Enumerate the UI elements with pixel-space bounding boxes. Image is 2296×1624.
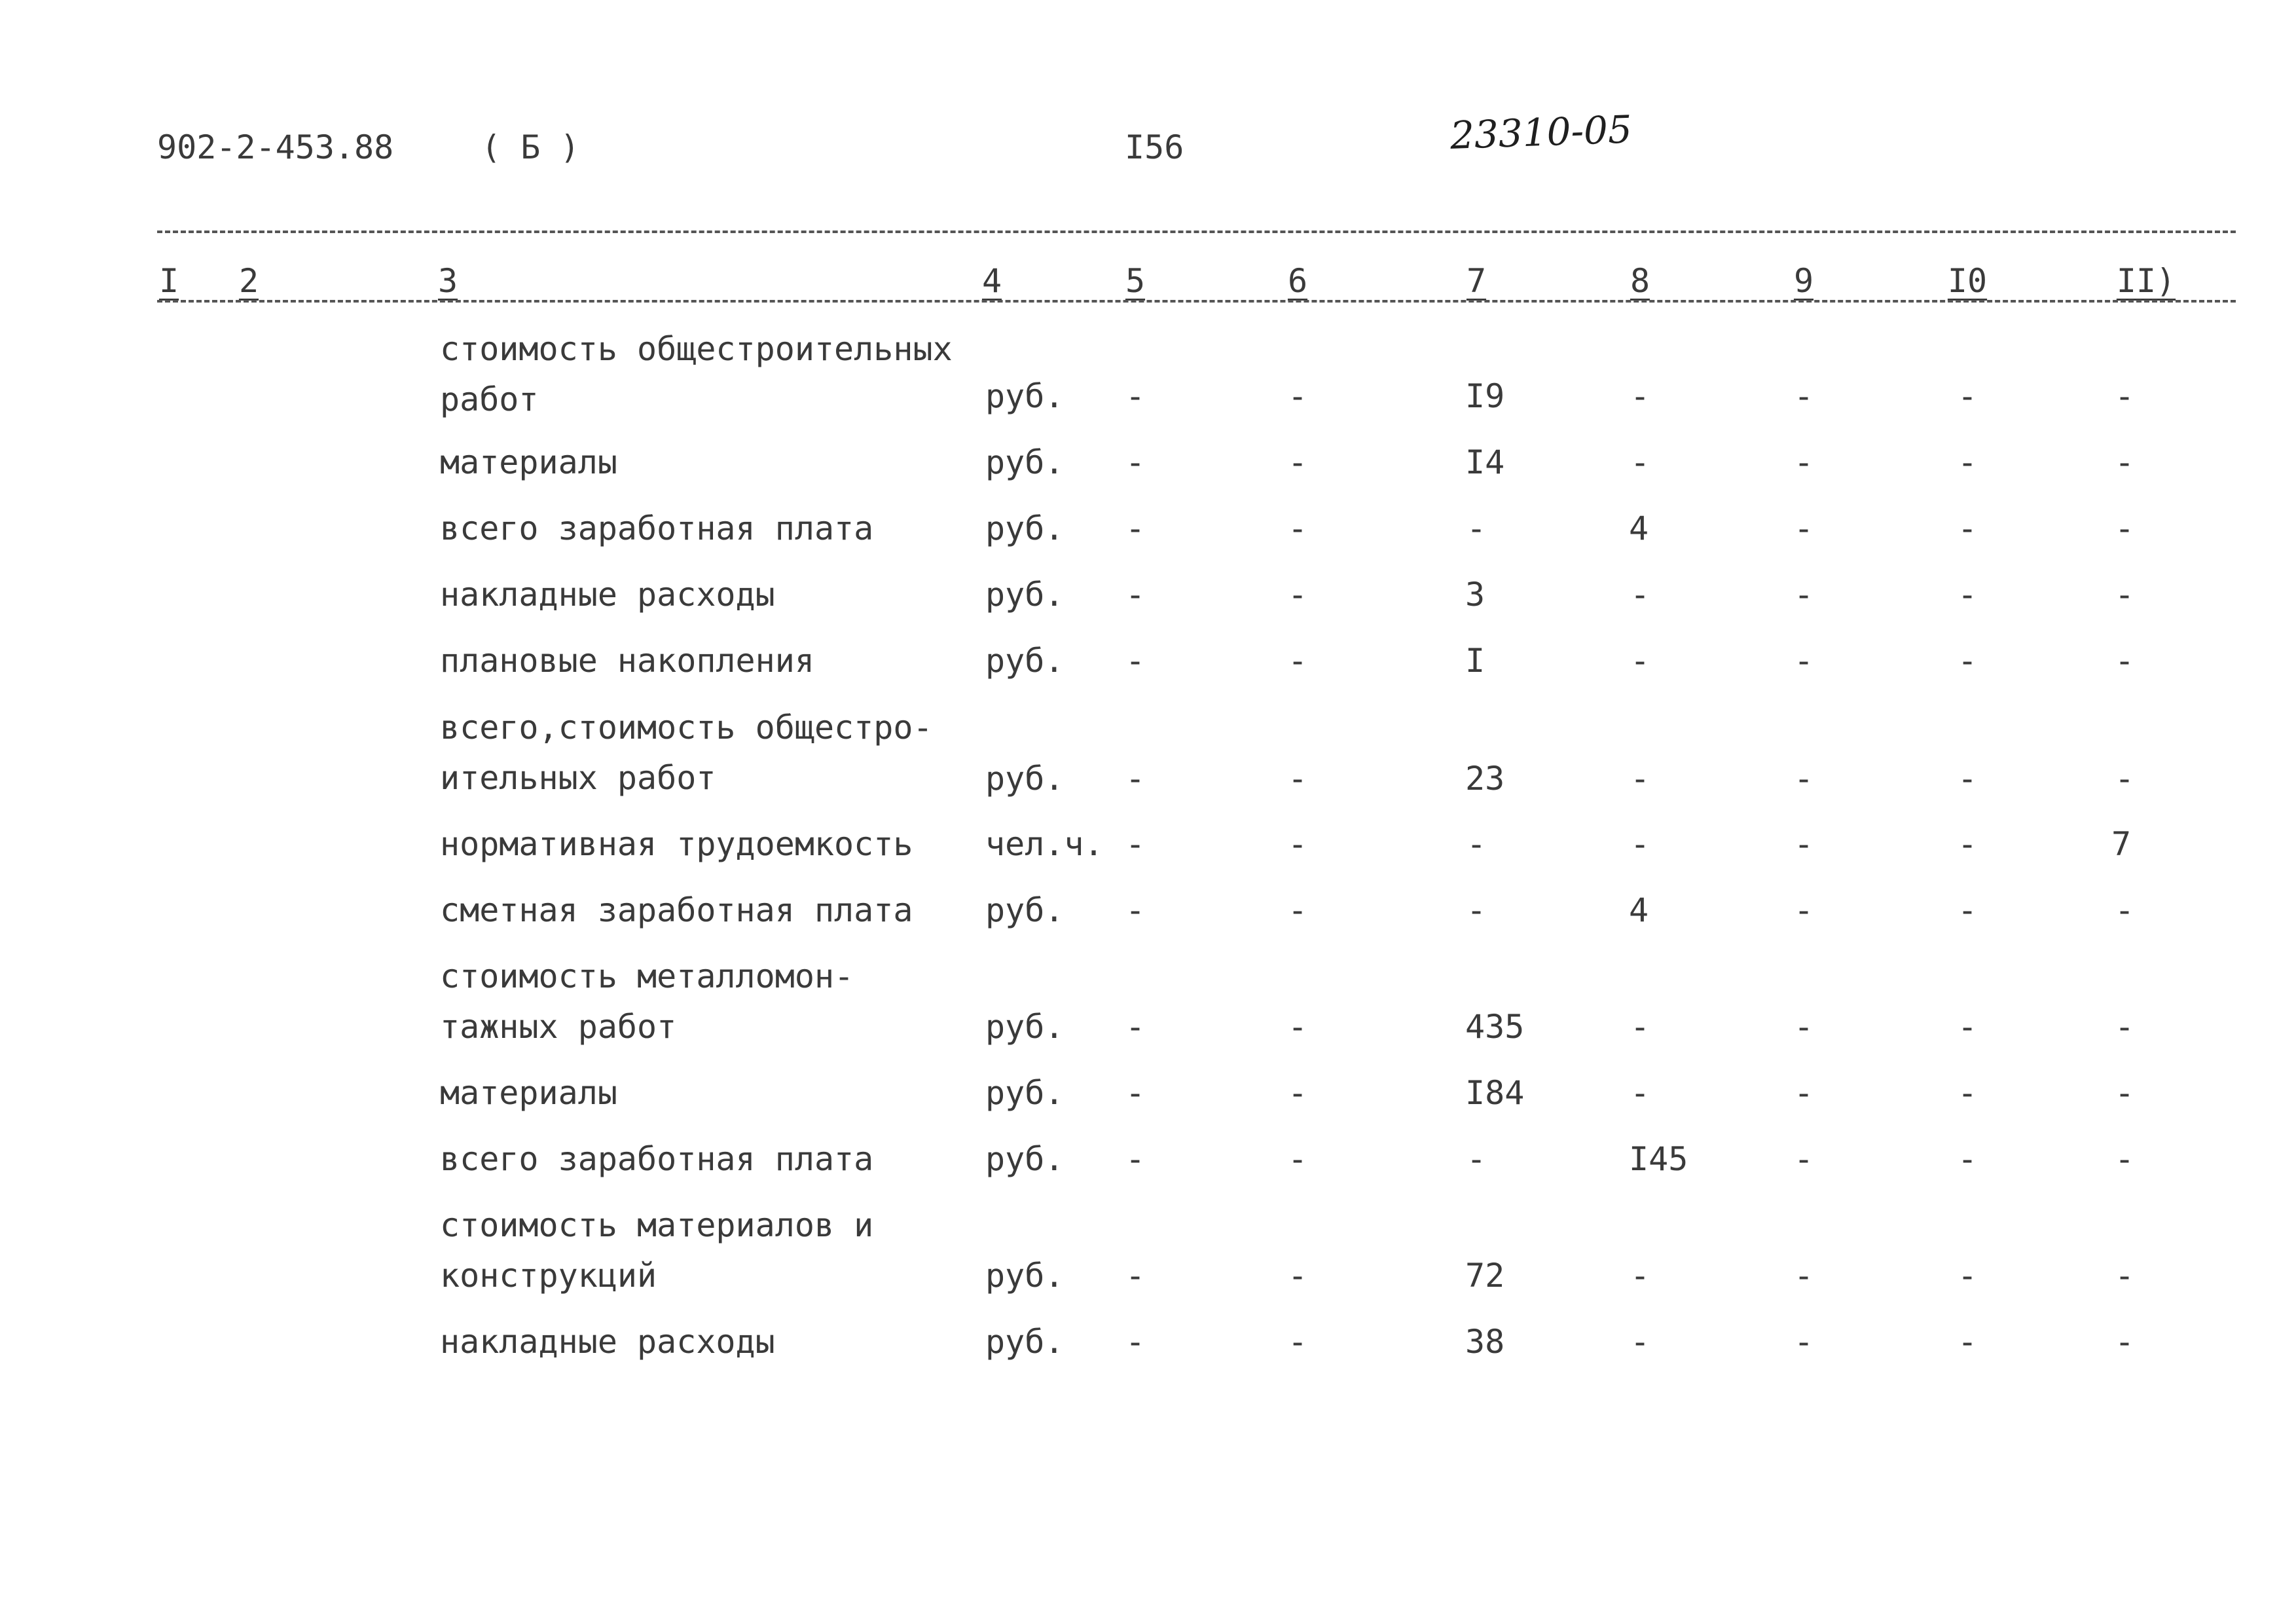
row-2-name-line-1: материалы [440, 443, 617, 481]
row-10-name-line-1: материалы [440, 1074, 617, 1112]
row-8-col-9: - [1793, 891, 1814, 929]
row-11-col-11: - [2114, 1140, 2135, 1178]
row-12-col-7: 72 [1465, 1257, 1505, 1295]
column-number-2: 2 [238, 262, 259, 300]
row-13-col-11: - [2114, 1323, 2135, 1361]
row-13-col-9: - [1793, 1323, 1814, 1361]
row-12-name-line-1: стоимость материалов и [440, 1206, 874, 1244]
row-4-col-5: - [1125, 576, 1146, 614]
row-11-col-10: - [1957, 1140, 1978, 1178]
row-3-col-10: - [1957, 509, 1978, 547]
row-13-col-10: - [1957, 1323, 1978, 1361]
row-9-col-6: - [1287, 1008, 1308, 1046]
row-7-col-9: - [1793, 825, 1814, 863]
row-10-col-5: - [1125, 1074, 1146, 1112]
row-5-col-7: I [1465, 642, 1485, 680]
top-dashed-rule [157, 231, 2236, 233]
row-4-unit: руб. [985, 576, 1065, 614]
row-6-col-7: 23 [1465, 760, 1505, 798]
row-9-name-line-2: тажных работ [440, 1008, 677, 1046]
column-number-5: 5 [1125, 262, 1146, 300]
row-10-col-7: I84 [1465, 1074, 1525, 1112]
row-8-col-11: - [2114, 891, 2135, 929]
column-number-1: I [158, 262, 179, 300]
row-13-unit: руб. [985, 1323, 1065, 1361]
row-5-col-6: - [1287, 642, 1308, 680]
row-11-col-7: - [1466, 1140, 1487, 1178]
row-10-col-8: - [1630, 1074, 1650, 1112]
row-9-col-7: 435 [1465, 1008, 1525, 1046]
row-10-unit: руб. [985, 1074, 1065, 1112]
row-9-col-11: - [2114, 1008, 2135, 1046]
column-number-10: I0 [1947, 262, 1988, 300]
row-1-col-10: - [1957, 377, 1978, 415]
row-7-name-line-1: нормативная трудоемкость [440, 825, 913, 863]
row-1-col-7: I9 [1465, 377, 1505, 415]
row-7-col-10: - [1957, 825, 1978, 863]
row-7-col-11: 7 [2111, 825, 2132, 863]
row-2-col-11: - [2114, 443, 2135, 481]
column-number-9: 9 [1793, 262, 1814, 300]
row-6-unit: руб. [985, 760, 1065, 798]
row-7-col-5: - [1125, 825, 1146, 863]
row-11-col-9: - [1793, 1140, 1814, 1178]
row-4-col-7: 3 [1465, 576, 1485, 614]
row-12-col-10: - [1957, 1257, 1978, 1295]
row-4-col-10: - [1957, 576, 1978, 614]
row-12-col-8: - [1630, 1257, 1650, 1295]
row-6-col-8: - [1630, 760, 1650, 798]
row-8-col-10: - [1957, 891, 1978, 929]
row-3-col-9: - [1793, 509, 1814, 547]
row-10-col-6: - [1287, 1074, 1308, 1112]
row-10-col-10: - [1957, 1074, 1978, 1112]
row-13-col-6: - [1287, 1323, 1308, 1361]
row-9-col-9: - [1793, 1008, 1814, 1046]
row-6-col-10: - [1957, 760, 1978, 798]
row-4-col-9: - [1793, 576, 1814, 614]
row-5-unit: руб. [985, 642, 1065, 680]
row-4-name-line-1: накладные расходы [440, 576, 775, 614]
row-3-unit: руб. [985, 509, 1065, 547]
page-number: I56 [1125, 128, 1184, 166]
row-4-col-11: - [2114, 576, 2135, 614]
column-header-dashed-rule [157, 300, 2236, 303]
row-13-col-8: - [1630, 1323, 1650, 1361]
row-6-name-line-2: ительных работ [440, 759, 716, 797]
column-number-8: 8 [1630, 262, 1650, 300]
row-1-col-9: - [1793, 377, 1814, 415]
row-2-col-9: - [1793, 443, 1814, 481]
row-7-col-8: - [1630, 825, 1650, 863]
row-8-unit: руб. [985, 891, 1065, 929]
row-2-col-10: - [1957, 443, 1978, 481]
row-10-col-11: - [2114, 1074, 2135, 1112]
row-2-col-6: - [1287, 443, 1308, 481]
row-4-col-6: - [1287, 576, 1308, 614]
row-7-col-6: - [1287, 825, 1308, 863]
row-3-name-line-1: всего заработная плата [440, 509, 874, 547]
row-3-col-8: 4 [1629, 509, 1649, 547]
row-7-unit: чел.ч. [985, 825, 1104, 863]
column-number-4: 4 [981, 262, 1002, 300]
row-2-col-7: I4 [1465, 443, 1505, 481]
row-3-col-6: - [1287, 509, 1308, 547]
row-9-col-5: - [1125, 1008, 1146, 1046]
row-13-name-line-1: накладные расходы [440, 1323, 775, 1361]
sheet-mark: ( Б ) [481, 128, 580, 166]
row-1-name-line-1: стоимость общестроительных [440, 330, 953, 368]
row-10-col-9: - [1793, 1074, 1814, 1112]
row-5-col-9: - [1793, 642, 1814, 680]
row-5-col-10: - [1957, 642, 1978, 680]
row-4-col-8: - [1630, 576, 1650, 614]
row-8-col-6: - [1287, 891, 1308, 929]
row-3-col-5: - [1125, 509, 1146, 547]
row-9-unit: руб. [985, 1008, 1065, 1046]
row-1-col-11: - [2114, 377, 2135, 415]
row-5-col-11: - [2114, 642, 2135, 680]
row-8-col-5: - [1125, 891, 1146, 929]
row-9-col-8: - [1630, 1008, 1650, 1046]
column-number-7: 7 [1466, 262, 1487, 300]
row-5-col-8: - [1630, 642, 1650, 680]
row-9-col-10: - [1957, 1008, 1978, 1046]
row-6-col-5: - [1125, 760, 1146, 798]
row-6-col-9: - [1793, 760, 1814, 798]
row-13-col-5: - [1125, 1323, 1146, 1361]
row-1-unit: руб. [985, 377, 1065, 415]
row-5-name-line-1: плановые накопления [440, 642, 814, 680]
row-3-col-7: - [1466, 509, 1487, 547]
row-11-col-5: - [1125, 1140, 1146, 1178]
column-number-11: II) [2116, 262, 2176, 300]
row-7-col-7: - [1466, 825, 1487, 863]
row-12-col-6: - [1287, 1257, 1308, 1295]
row-1-col-6: - [1287, 377, 1308, 415]
row-3-col-11: - [2114, 509, 2135, 547]
row-1-col-5: - [1125, 377, 1146, 415]
row-11-col-8: I45 [1629, 1140, 1688, 1178]
row-8-name-line-1: сметная заработная плата [440, 891, 913, 929]
row-6-col-11: - [2114, 760, 2135, 798]
row-5-col-5: - [1125, 642, 1146, 680]
row-12-unit: руб. [985, 1257, 1065, 1295]
handwritten-number: 23310-05 [1449, 107, 1633, 158]
row-11-col-6: - [1287, 1140, 1308, 1178]
row-6-name-line-1: всего,стоимость общестро- [440, 709, 933, 747]
row-12-col-5: - [1125, 1257, 1146, 1295]
row-9-name-line-1: стоимость металломон- [440, 957, 854, 995]
column-number-3: 3 [437, 262, 458, 300]
row-2-col-5: - [1125, 443, 1146, 481]
row-2-col-8: - [1630, 443, 1650, 481]
row-12-col-11: - [2114, 1257, 2135, 1295]
row-8-col-7: - [1466, 891, 1487, 929]
row-2-unit: руб. [985, 443, 1065, 481]
row-13-col-7: 38 [1465, 1323, 1505, 1361]
row-8-col-8: 4 [1629, 891, 1649, 929]
row-6-col-6: - [1287, 760, 1308, 798]
row-1-name-line-2: работ [440, 380, 539, 418]
row-11-unit: руб. [985, 1140, 1065, 1178]
row-1-col-8: - [1630, 377, 1650, 415]
column-number-6: 6 [1287, 262, 1308, 300]
row-12-name-line-2: конструкций [440, 1257, 657, 1295]
document-code: 902-2-453.88 [157, 128, 394, 166]
row-12-col-9: - [1793, 1257, 1814, 1295]
row-11-name-line-1: всего заработная плата [440, 1140, 874, 1178]
